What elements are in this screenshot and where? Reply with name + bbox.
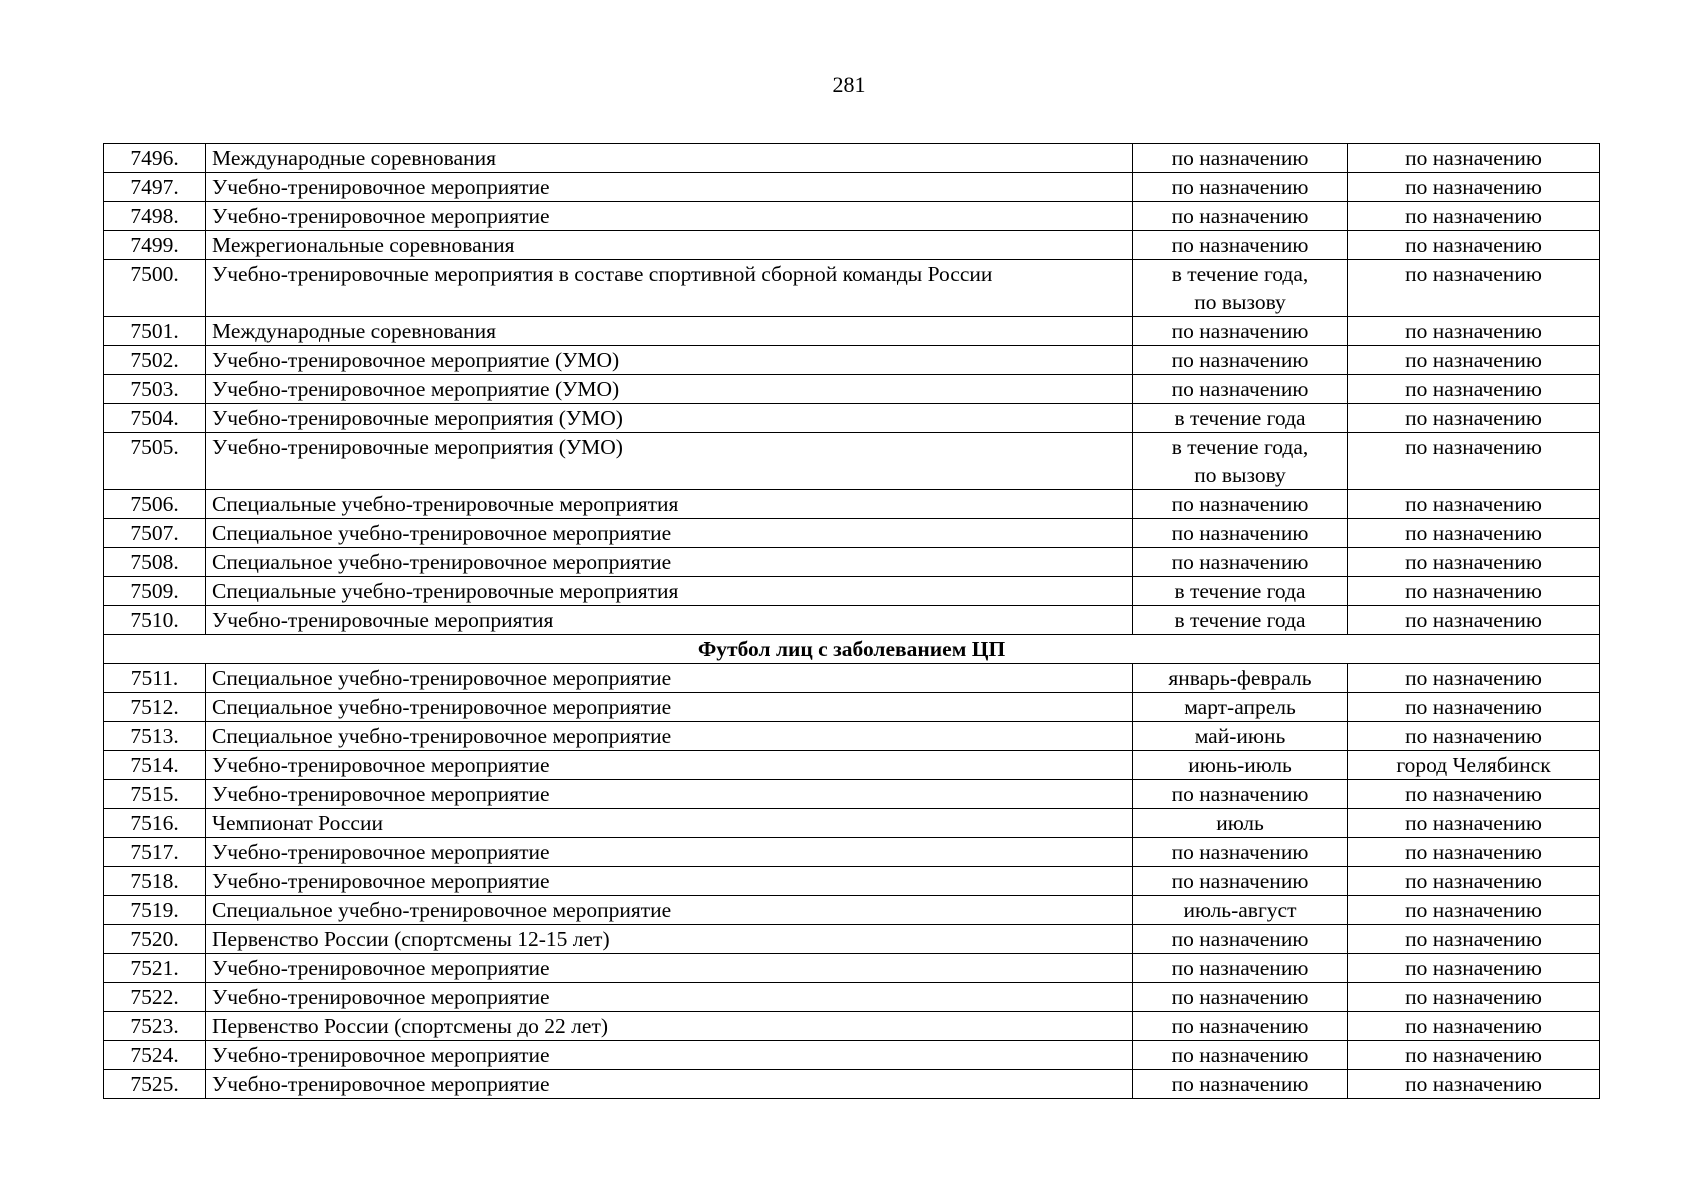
event-place: по назначению: [1348, 838, 1600, 867]
event-name: Специальное учебно-тренировочное мероприятие: [206, 519, 1133, 548]
timing-line: по назначению: [1171, 985, 1309, 1009]
row-number: 7518.: [104, 867, 206, 896]
table-row: [104, 577, 1600, 606]
row-number: 7496.: [104, 144, 206, 173]
row-number: 7515.: [104, 780, 206, 809]
row-number: 7520.: [104, 925, 206, 954]
table-row: [104, 751, 1600, 780]
event-place: по назначению: [1348, 867, 1600, 896]
table-row: [104, 144, 1600, 173]
timing-line: по назначению: [1171, 348, 1309, 372]
event-name: Учебно-тренировочное мероприятие: [206, 954, 1133, 983]
events-table-body: [104, 144, 1600, 1099]
row-number: 7510.: [104, 606, 206, 635]
table-row: [104, 896, 1600, 925]
event-name: Учебно-тренировочное мероприятие (УМО): [206, 375, 1133, 404]
timing-line: в течение года: [1174, 608, 1306, 632]
event-timing: [1133, 1041, 1348, 1070]
row-number: 7502.: [104, 346, 206, 375]
row-number: 7507.: [104, 519, 206, 548]
row-number: 7508.: [104, 548, 206, 577]
row-number: 7497.: [104, 173, 206, 202]
row-number: 7505.: [104, 433, 206, 490]
row-number: 7509.: [104, 577, 206, 606]
event-timing: [1133, 404, 1348, 433]
timing-line: по назначению: [1171, 550, 1309, 574]
event-name: Учебно-тренировочное мероприятие: [206, 173, 1133, 202]
section-heading: Футбол лиц с заболеванием ЦП: [104, 635, 1600, 664]
table-row: [104, 925, 1600, 954]
event-place: по назначению: [1348, 346, 1600, 375]
timing-line: по назначению: [1171, 869, 1309, 893]
timing-line: по назначению: [1171, 492, 1309, 516]
event-place: по назначению: [1348, 202, 1600, 231]
event-timing: [1133, 231, 1348, 260]
event-timing: [1133, 433, 1348, 490]
timing-line: по вызову: [1194, 463, 1286, 487]
row-number: 7498.: [104, 202, 206, 231]
event-place: по назначению: [1348, 433, 1600, 490]
event-name: Учебно-тренировочное мероприятие: [206, 867, 1133, 896]
timing-line: в течение года,: [1171, 262, 1309, 286]
event-place: по назначению: [1348, 693, 1600, 722]
event-timing: [1133, 144, 1348, 173]
table-row: [104, 490, 1600, 519]
row-number: 7500.: [104, 260, 206, 317]
table-row: [104, 780, 1600, 809]
row-number: 7512.: [104, 693, 206, 722]
event-place: по назначению: [1348, 664, 1600, 693]
event-timing: [1133, 577, 1348, 606]
event-name: Специальное учебно-тренировочное мероприятие: [206, 722, 1133, 751]
event-timing: [1133, 954, 1348, 983]
timing-line: по назначению: [1171, 175, 1309, 199]
event-place: по назначению: [1348, 1041, 1600, 1070]
row-number: 7506.: [104, 490, 206, 519]
row-number: 7514.: [104, 751, 206, 780]
timing-line: январь-февраль: [1168, 666, 1312, 690]
page-number: 281: [832, 72, 866, 97]
timing-line: по назначению: [1171, 840, 1309, 864]
event-place: по назначению: [1348, 780, 1600, 809]
table-row: [104, 838, 1600, 867]
event-name: Учебно-тренировочное мероприятие: [206, 838, 1133, 867]
event-place: по назначению: [1348, 896, 1600, 925]
event-name: Учебно-тренировочное мероприятие: [206, 1070, 1133, 1099]
event-timing: [1133, 490, 1348, 519]
event-name: Учебно-тренировочное мероприятие: [206, 983, 1133, 1012]
row-number: 7523.: [104, 1012, 206, 1041]
event-timing: [1133, 896, 1348, 925]
table-row: [104, 809, 1600, 838]
event-name: Межрегиональные соревнования: [206, 231, 1133, 260]
timing-line: по назначению: [1171, 146, 1309, 170]
event-name: Специальное учебно-тренировочное мероприятие: [206, 664, 1133, 693]
event-place: по назначению: [1348, 519, 1600, 548]
event-timing: [1133, 346, 1348, 375]
timing-line: по назначению: [1171, 782, 1309, 806]
event-name: Учебно-тренировочное мероприятие: [206, 202, 1133, 231]
event-name: Учебно-тренировочное мероприятие: [206, 751, 1133, 780]
table-row: [104, 433, 1600, 490]
timing-line: по назначению: [1171, 521, 1309, 545]
event-timing: [1133, 867, 1348, 896]
table-row: [104, 375, 1600, 404]
row-number: 7513.: [104, 722, 206, 751]
event-place: по назначению: [1348, 144, 1600, 173]
row-number: 7499.: [104, 231, 206, 260]
event-place: по назначению: [1348, 809, 1600, 838]
event-place: по назначению: [1348, 173, 1600, 202]
event-timing: [1133, 317, 1348, 346]
table-row: [104, 519, 1600, 548]
table-row: [104, 693, 1600, 722]
timing-line: по назначению: [1171, 1043, 1309, 1067]
event-place: по назначению: [1348, 548, 1600, 577]
row-number: 7511.: [104, 664, 206, 693]
timing-line: в течение года,: [1171, 435, 1309, 459]
event-timing: [1133, 1070, 1348, 1099]
table-row: [104, 1070, 1600, 1099]
event-place: по назначению: [1348, 722, 1600, 751]
timing-line: июль-август: [1183, 898, 1297, 922]
table-row: [104, 231, 1600, 260]
event-timing: [1133, 1012, 1348, 1041]
event-name: Международные соревнования: [206, 317, 1133, 346]
event-place: по назначению: [1348, 260, 1600, 317]
event-place: по назначению: [1348, 983, 1600, 1012]
events-table: [103, 143, 1600, 1099]
timing-line: май-июнь: [1194, 724, 1286, 748]
event-name: Учебно-тренировочные мероприятия (УМО): [206, 404, 1133, 433]
table-row: [104, 548, 1600, 577]
row-number: 7517.: [104, 838, 206, 867]
event-timing: [1133, 606, 1348, 635]
event-timing: [1133, 260, 1348, 317]
row-number: 7524.: [104, 1041, 206, 1070]
event-name: Специальные учебно-тренировочные мероприятия: [206, 577, 1133, 606]
timing-line: по назначению: [1171, 233, 1309, 257]
event-place: по назначению: [1348, 606, 1600, 635]
event-place: по назначению: [1348, 1012, 1600, 1041]
timing-line: по назначению: [1171, 204, 1309, 228]
event-name: Международные соревнования: [206, 144, 1133, 173]
event-name: Специальное учебно-тренировочное мероприятие: [206, 548, 1133, 577]
event-timing: [1133, 519, 1348, 548]
timing-line: июнь-июль: [1188, 753, 1292, 777]
table-row: [104, 1012, 1600, 1041]
timing-line: июль: [1216, 811, 1264, 835]
table-row: [104, 954, 1600, 983]
event-name: Учебно-тренировочное мероприятие (УМО): [206, 346, 1133, 375]
event-timing: [1133, 664, 1348, 693]
timing-line: март-апрель: [1184, 695, 1296, 719]
event-timing: [1133, 780, 1348, 809]
timing-line: по назначению: [1171, 1072, 1309, 1096]
event-name: Учебно-тренировочное мероприятие: [206, 1041, 1133, 1070]
row-number: 7519.: [104, 896, 206, 925]
event-name: Учебно-тренировочные мероприятия (УМО): [206, 433, 1133, 490]
table-row: [104, 346, 1600, 375]
section-row: [104, 635, 1600, 664]
table-row: [104, 173, 1600, 202]
event-timing: [1133, 722, 1348, 751]
timing-line: в течение года: [1174, 406, 1306, 430]
event-timing: [1133, 375, 1348, 404]
event-place: по назначению: [1348, 317, 1600, 346]
event-timing: [1133, 173, 1348, 202]
table-row: [104, 260, 1600, 317]
table-row: [104, 664, 1600, 693]
row-number: 7525.: [104, 1070, 206, 1099]
event-name: Специальное учебно-тренировочное мероприятие: [206, 693, 1133, 722]
row-number: 7516.: [104, 809, 206, 838]
timing-line: по назначению: [1171, 319, 1309, 343]
event-name: Учебно-тренировочные мероприятия в составе спортивной сборной команды России: [206, 260, 1133, 317]
event-name: Учебно-тренировочные мероприятия: [206, 606, 1133, 635]
event-name: Чемпионат России: [206, 809, 1133, 838]
event-place: по назначению: [1348, 925, 1600, 954]
row-number: 7504.: [104, 404, 206, 433]
table-row: [104, 317, 1600, 346]
event-timing: [1133, 202, 1348, 231]
table-row: [104, 867, 1600, 896]
event-place: по назначению: [1348, 231, 1600, 260]
timing-line: по назначению: [1171, 956, 1309, 980]
event-name: Первенство России (спортсмены до 22 лет): [206, 1012, 1133, 1041]
table-row: [104, 202, 1600, 231]
event-name: Специальное учебно-тренировочное мероприятие: [206, 896, 1133, 925]
event-name: Учебно-тренировочное мероприятие: [206, 780, 1133, 809]
table-row: [104, 606, 1600, 635]
row-number: 7503.: [104, 375, 206, 404]
event-timing: [1133, 838, 1348, 867]
event-place: по назначению: [1348, 1070, 1600, 1099]
timing-line: по назначению: [1171, 927, 1309, 951]
timing-line: по назначению: [1171, 1014, 1309, 1038]
event-timing: [1133, 983, 1348, 1012]
event-name: Специальные учебно-тренировочные мероприятия: [206, 490, 1133, 519]
event-name: Первенство России (спортсмены 12-15 лет): [206, 925, 1133, 954]
row-number: 7522.: [104, 983, 206, 1012]
event-timing: [1133, 925, 1348, 954]
row-number: 7501.: [104, 317, 206, 346]
event-timing: [1133, 693, 1348, 722]
row-number: 7521.: [104, 954, 206, 983]
event-timing: [1133, 548, 1348, 577]
event-place: по назначению: [1348, 490, 1600, 519]
timing-line: по вызову: [1194, 290, 1286, 314]
timing-line: в течение года: [1174, 579, 1306, 603]
timing-line: по назначению: [1171, 377, 1309, 401]
event-timing: [1133, 751, 1348, 780]
event-place: по назначению: [1348, 404, 1600, 433]
table-row: [104, 404, 1600, 433]
table-row: [104, 722, 1600, 751]
table-row: [104, 983, 1600, 1012]
event-place: по назначению: [1348, 577, 1600, 606]
event-place: по назначению: [1348, 375, 1600, 404]
table-row: [104, 1041, 1600, 1070]
event-timing: [1133, 809, 1348, 838]
event-place: по назначению: [1348, 954, 1600, 983]
event-place: город Челябинск: [1348, 751, 1600, 780]
